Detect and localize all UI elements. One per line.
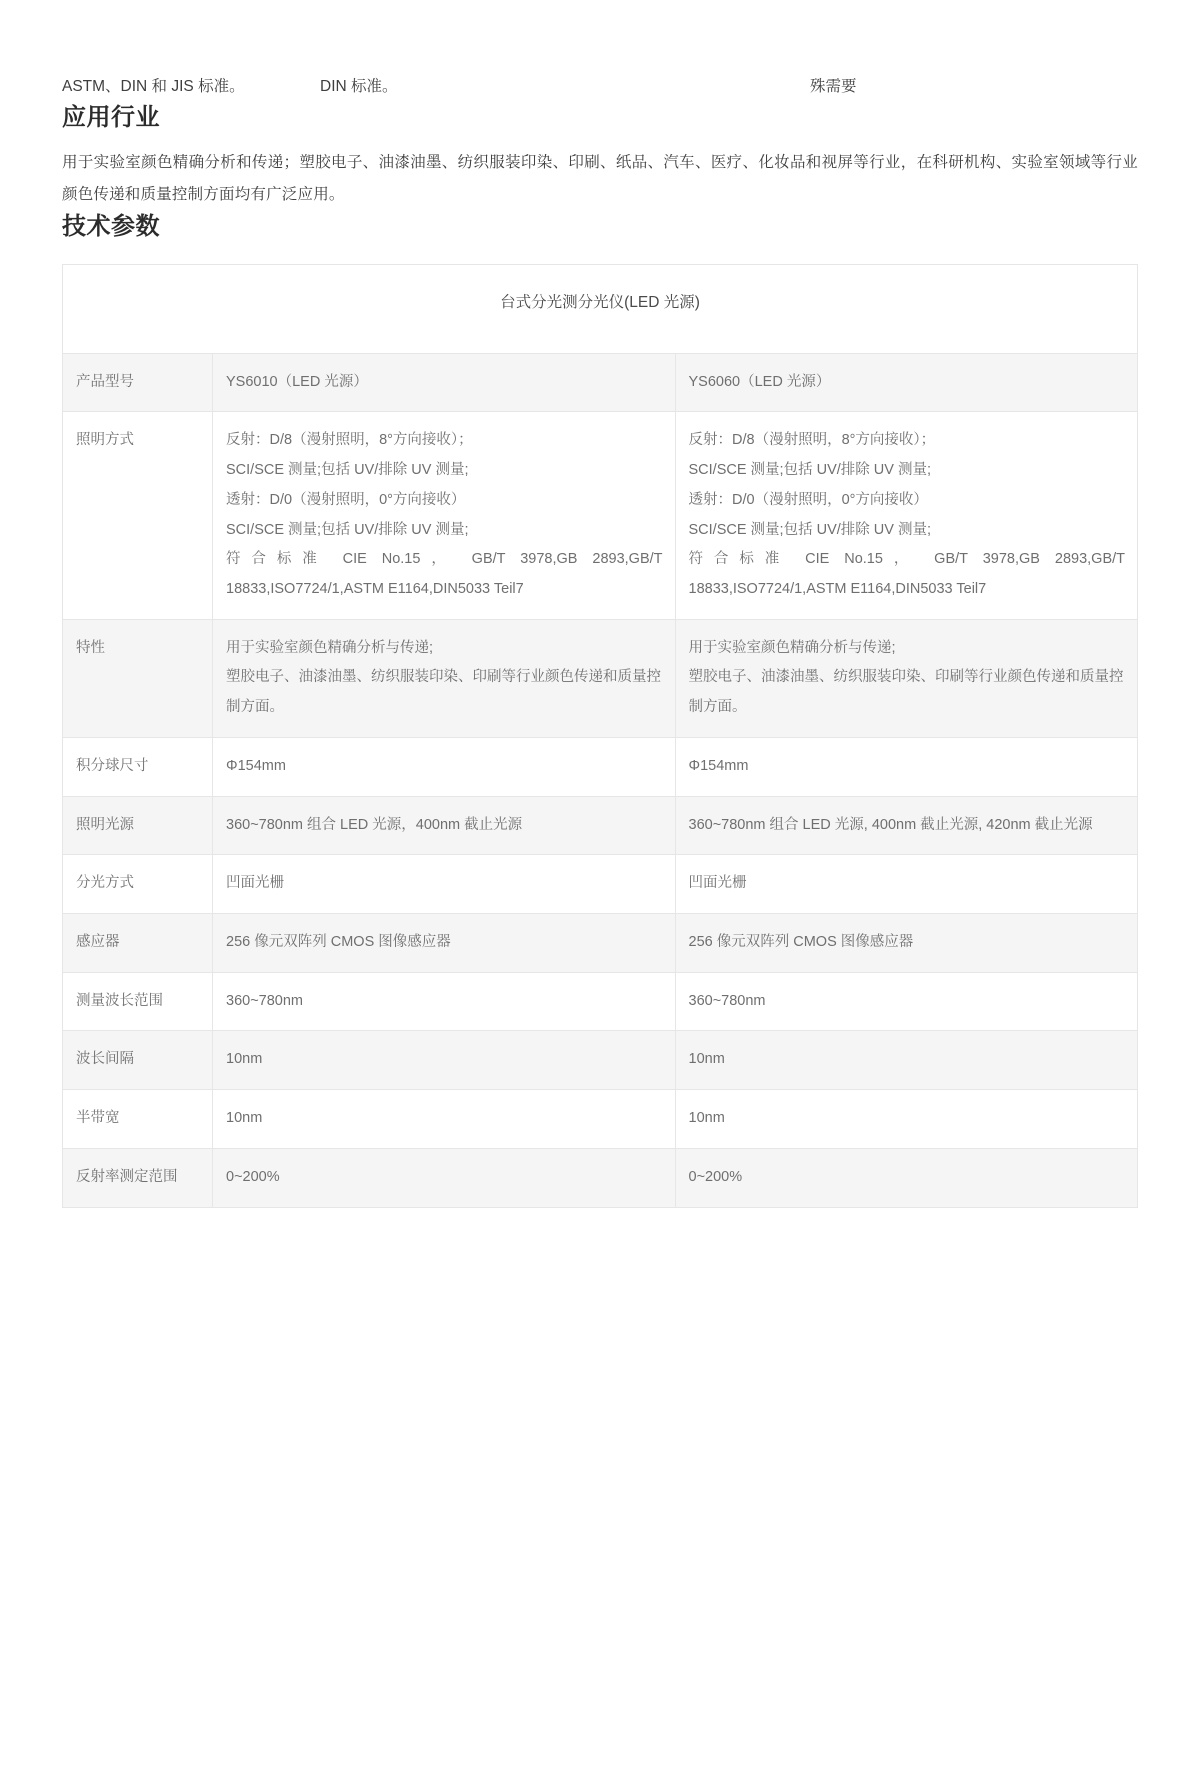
application-paragraph: 用于实验室颜色精确分析和传递；塑胶电子、油漆油墨、纺织服装印染、印刷、纸品、汽车、医疗、化妆品和视屏等行业，在科研机构、实验室领域等行业颜色传递和质量控制方面均有广泛应用。 [62, 154, 1138, 203]
section-heading-application: 应用行业 [62, 104, 160, 131]
cell-line: 透射：D/0（漫射照明，0°方向接收） [688, 491, 928, 508]
cell-line: 256 像元双阵列 CMOS 图像感应器 [226, 934, 451, 951]
document-page [0, 72, 1200, 1769]
table-cell-ys6010 [213, 353, 676, 412]
cell-line: 10nm [688, 1051, 725, 1068]
table-cell-ys6060 [675, 972, 1138, 1031]
cell-line: 360~780nm 组合 LED 光源，400nm 截止光源 [226, 816, 523, 833]
table-row-label: 半带宽 [63, 1090, 213, 1149]
cell-line: 10nm [226, 1051, 263, 1068]
cell-line: 符合标准 CIE No.15， GB/T 3978,GB 2893,GB/T 18833,ISO7724/1,ASTM E1164,DIN5033 Teil7 [688, 551, 1125, 597]
table-cell-ys6060 [675, 914, 1138, 973]
cell-line: 10nm [226, 1110, 263, 1127]
table-cell-ys6010 [213, 855, 676, 914]
table-cell-ys6010 [213, 796, 676, 855]
table-cell-ys6060 [675, 796, 1138, 855]
cell-line: YS6060（LED 光源） [688, 373, 831, 390]
table-cell-ys6010 [213, 619, 676, 737]
table-title-row [63, 264, 1138, 353]
table-row [63, 619, 1138, 737]
table-row-label: 感应器 [63, 914, 213, 973]
table-row [63, 972, 1138, 1031]
page-top-fragment [62, 72, 1138, 102]
table-row [63, 796, 1138, 855]
table-row-label: 波长间隔 [63, 1031, 213, 1090]
table-cell-ys6010 [213, 972, 676, 1031]
cell-line: 0~200% [226, 1168, 280, 1185]
table-cell-ys6010 [213, 412, 676, 619]
cell-line: 360~780nm 组合 LED 光源, 400nm 截止光源, 420nm 截止光源 [688, 816, 1093, 833]
table-row-label: 特性 [63, 619, 213, 737]
cell-line: 360~780nm [688, 992, 766, 1009]
table-row [63, 1148, 1138, 1207]
table-row [63, 737, 1138, 796]
cell-line: 透射：D/0（漫射照明，0°方向接收） [226, 491, 466, 508]
fragment-text-din: DIN 标准。 [320, 78, 398, 95]
table-cell-ys6060 [675, 412, 1138, 619]
table-row [63, 914, 1138, 973]
table-cell-ys6060 [675, 619, 1138, 737]
table-row-label: 测量波长范围 [63, 972, 213, 1031]
cell-line: 10nm [688, 1110, 725, 1127]
table-row [63, 1090, 1138, 1149]
cell-line: YS6010（LED 光源） [226, 373, 368, 390]
table-cell-ys6060 [675, 1148, 1138, 1207]
table-cell-ys6060 [675, 1090, 1138, 1149]
table-cell-ys6010 [213, 1148, 676, 1207]
spec-table-title: 台式分光测分光仪(LED 光源) [63, 264, 1138, 353]
table-row-label: 积分球尺寸 [63, 737, 213, 796]
table-cell-ys6060 [675, 855, 1138, 914]
table-row-label: 照明光源 [63, 796, 213, 855]
spec-table-body [63, 353, 1138, 1207]
cell-line: 用于实验室颜色精确分析与传递; [688, 639, 896, 656]
table-cell-ys6010 [213, 1090, 676, 1149]
section-heading-spec: 技术参数 [62, 212, 160, 240]
cell-line: SCI/SCE 测量;包括 UV/排除 UV 测量; [688, 462, 931, 479]
table-cell-ys6010 [213, 737, 676, 796]
cell-line: 用于实验室颜色精确分析与传递; [226, 639, 434, 656]
table-row [63, 855, 1138, 914]
cell-line: SCI/SCE 测量;包括 UV/排除 UV 测量; [688, 521, 931, 538]
table-row [63, 353, 1138, 412]
cell-line: 反射：D/8（漫射照明，8°方向接收）； [226, 432, 473, 449]
cell-line: SCI/SCE 测量;包括 UV/排除 UV 测量; [226, 462, 469, 479]
fragment-text-special: 殊需要 [810, 78, 857, 95]
cell-line: 256 像元双阵列 CMOS 图像感应器 [688, 934, 914, 951]
cell-line: 符合标准 CIE No.15， GB/T 3978,GB 2893,GB/T 18833,ISO7724/1,ASTM E1164,DIN5033 Teil7 [226, 551, 663, 597]
cell-line: 凹面光栅 [226, 875, 284, 892]
spec-table [62, 264, 1138, 1208]
table-row [63, 1031, 1138, 1090]
cell-line: SCI/SCE 测量;包括 UV/排除 UV 测量; [226, 521, 469, 538]
table-cell-ys6010 [213, 914, 676, 973]
table-cell-ys6010 [213, 1031, 676, 1090]
table-row-label: 产品型号 [63, 353, 213, 412]
table-row-label: 照明方式 [63, 412, 213, 619]
table-row-label: 反射率测定范围 [63, 1148, 213, 1207]
cell-line: 360~780nm [226, 992, 303, 1009]
cell-line: 反射：D/8（漫射照明，8°方向接收）； [688, 432, 936, 449]
table-cell-ys6060 [675, 1031, 1138, 1090]
cell-line: Φ154mm [226, 757, 286, 774]
table-row-label: 分光方式 [63, 855, 213, 914]
table-cell-ys6060 [675, 737, 1138, 796]
cell-line: 凹面光栅 [688, 875, 747, 892]
fragment-text-astm: ASTM、DIN 和 JIS 标准。 [62, 78, 245, 95]
spec-table-head [63, 264, 1138, 353]
cell-line: 塑胶电子、油漆油墨、纺织服装印染、印刷等行业颜色传递和质量控制方面。 [688, 669, 1124, 716]
table-row [63, 412, 1138, 619]
cell-line: Φ154mm [688, 757, 749, 774]
table-cell-ys6060 [675, 353, 1138, 412]
cell-line: 塑胶电子、油漆油墨、纺织服装印染、印刷等行业颜色传递和质量控制方面。 [226, 669, 661, 716]
cell-line: 0~200% [688, 1168, 743, 1185]
